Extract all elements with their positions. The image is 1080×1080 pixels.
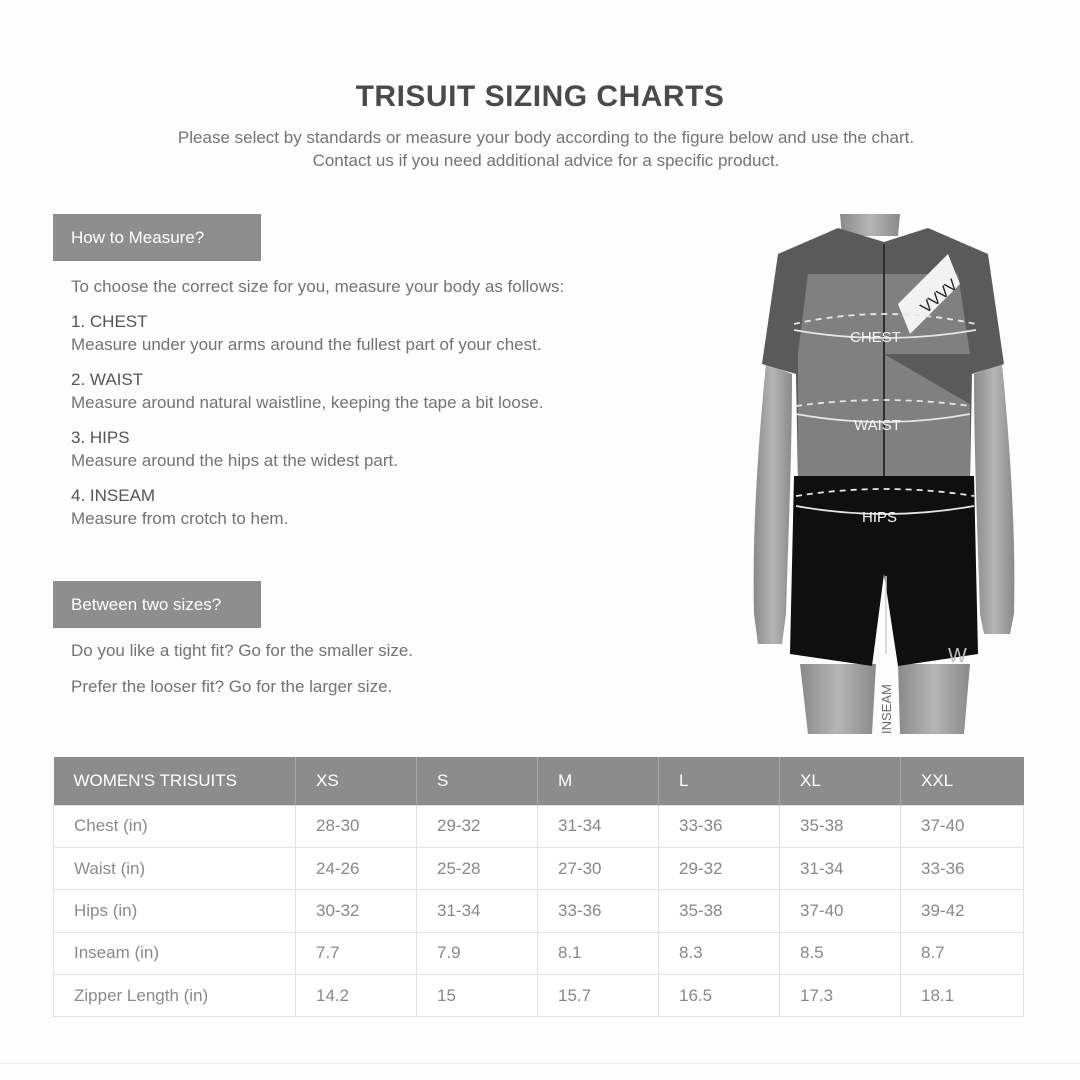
table-cell: 8.1 — [538, 932, 659, 974]
shorts-logo: W — [948, 645, 967, 667]
table-cell: 7.9 — [417, 932, 538, 974]
header-xxl: XXL — [901, 757, 1024, 805]
table-cell: 35-38 — [659, 890, 780, 932]
left-leg — [800, 664, 876, 734]
row-label: Inseam (in) — [54, 932, 296, 974]
step-inseam-title: 4. INSEAM — [71, 486, 156, 505]
trisuit-illustration — [748, 214, 1020, 734]
step-inseam-desc: Measure from crotch to hem. — [71, 509, 289, 528]
table-cell: 31-34 — [780, 847, 901, 889]
step-hips-desc: Measure around the hips at the widest part. — [71, 451, 398, 470]
step-waist-title: 2. WAIST — [71, 370, 144, 389]
loose-fit-text: Prefer the looser fit? Go for the larger size. — [71, 677, 393, 696]
table-cell: 17.3 — [780, 975, 901, 1017]
measure-intro: To choose the correct size for you, measure your body as follows: — [71, 277, 565, 296]
shorts — [790, 476, 978, 666]
header-xl: XL — [780, 757, 901, 805]
table-cell: 14.2 — [296, 975, 417, 1017]
how-to-measure-heading: How to Measure? — [53, 214, 261, 261]
table-cell: 16.5 — [659, 975, 780, 1017]
right-leg — [898, 664, 970, 734]
right-arm — [974, 364, 1014, 634]
jersey-logo: VVVV — [917, 276, 962, 318]
step-hips-title: 3. HIPS — [71, 428, 130, 447]
header-l: L — [659, 757, 780, 805]
table-cell: 33-36 — [901, 847, 1024, 889]
row-label: Zipper Length (in) — [54, 975, 296, 1017]
header-s: S — [417, 757, 538, 805]
table-cell: 27-30 — [538, 847, 659, 889]
step-waist-desc: Measure around natural waistline, keeping the tape a bit loose. — [71, 393, 544, 412]
hips-label: HIPS — [862, 509, 898, 526]
table-cell: 25-28 — [417, 847, 538, 889]
table-cell: 30-32 — [296, 890, 417, 932]
table-cell: 29-32 — [417, 805, 538, 847]
table-cell: 15.7 — [538, 975, 659, 1017]
table-row — [54, 890, 1024, 932]
row-label: Waist (in) — [54, 847, 296, 889]
subtitle-line-1: Please select by standards or measure your body according to the figure below and use the chart. — [177, 128, 915, 147]
between-sizes-heading: Between two sizes? — [53, 581, 261, 628]
table-cell: 8.7 — [901, 932, 1024, 974]
table-cell: 31-34 — [417, 890, 538, 932]
table-cell: 35-38 — [780, 805, 901, 847]
step-chest-desc: Measure under your arms around the fullest part of your chest. — [71, 335, 542, 354]
table-cell: 28-30 — [296, 805, 417, 847]
table-header-row — [54, 757, 1024, 805]
table-cell: 37-40 — [901, 805, 1024, 847]
table-row — [54, 805, 1024, 847]
table-cell: 7.7 — [296, 932, 417, 974]
header-product: WOMEN'S TRISUITS — [54, 757, 296, 805]
table-row — [54, 932, 1024, 974]
waist-label: WAIST — [854, 417, 901, 434]
table-cell: 15 — [417, 975, 538, 1017]
header-xs: XS — [296, 757, 417, 805]
inseam-label: INSEAM — [879, 684, 894, 734]
left-arm — [754, 364, 792, 644]
body-measurement-figure — [748, 214, 1020, 734]
table-cell: 24-26 — [296, 847, 417, 889]
table-cell: 39-42 — [901, 890, 1024, 932]
subtitle-line-2: Contact us if you need additional advice for a specific product. — [312, 151, 780, 170]
table-cell: 8.3 — [659, 932, 780, 974]
table-cell: 33-36 — [659, 805, 780, 847]
table-cell: 37-40 — [780, 890, 901, 932]
row-label: Chest (in) — [54, 805, 296, 847]
table-cell: 33-36 — [538, 890, 659, 932]
table-cell: 31-34 — [538, 805, 659, 847]
table-row — [54, 847, 1024, 889]
chest-label: CHEST — [850, 329, 901, 346]
bottom-divider — [0, 1063, 1080, 1064]
row-label: Hips (in) — [54, 890, 296, 932]
step-chest-title: 1. CHEST — [71, 312, 148, 331]
header-m: M — [538, 757, 659, 805]
size-table — [53, 757, 1024, 1017]
table-cell: 18.1 — [901, 975, 1024, 1017]
table-cell: 8.5 — [780, 932, 901, 974]
table-cell: 29-32 — [659, 847, 780, 889]
table-row — [54, 975, 1024, 1017]
page-title: TRISUIT SIZING CHARTS — [355, 80, 725, 113]
tight-fit-text: Do you like a tight fit? Go for the smaller size. — [71, 641, 414, 660]
